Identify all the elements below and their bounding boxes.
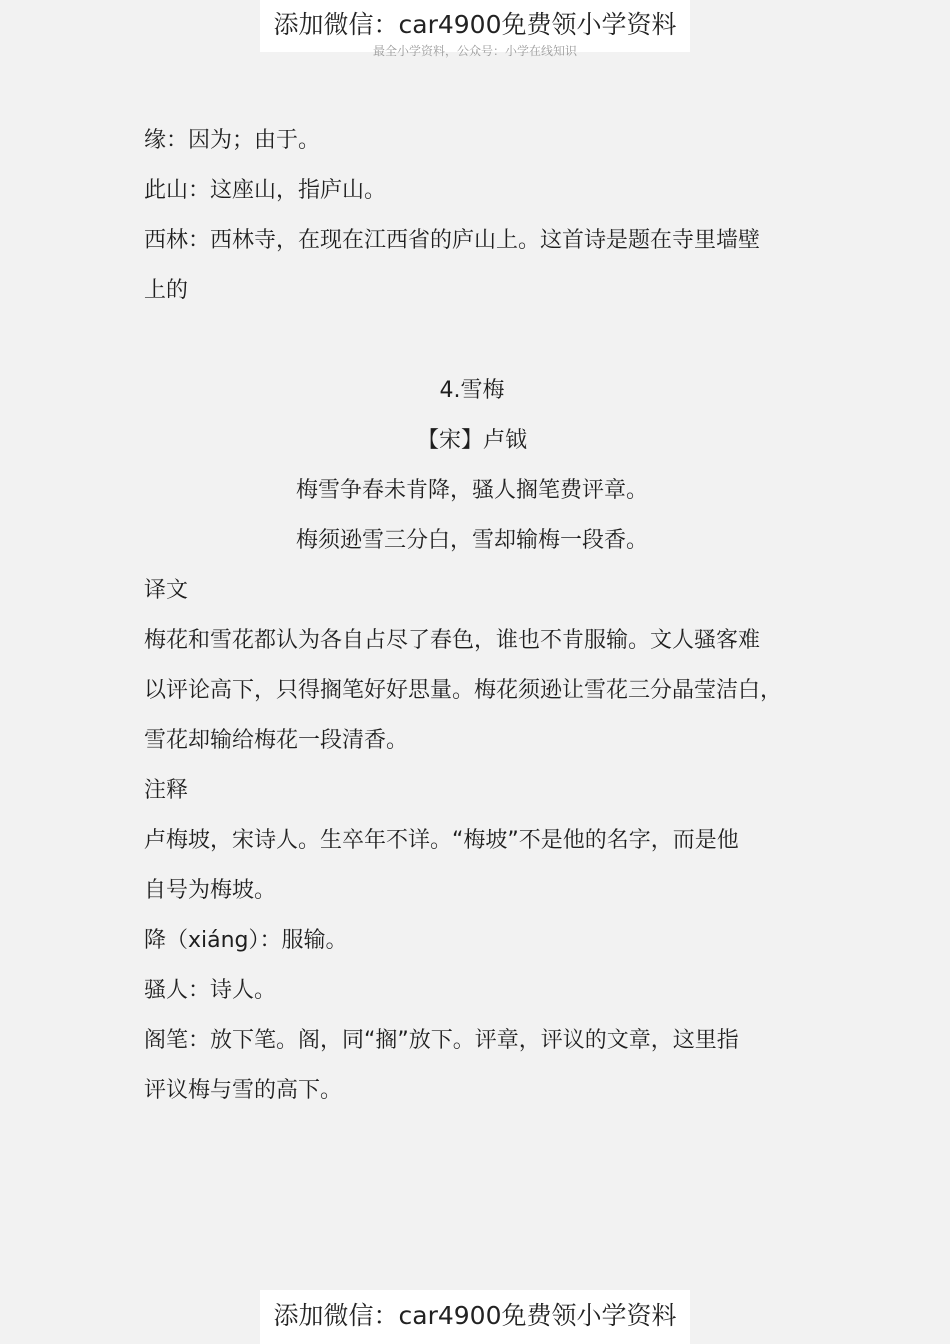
translation-line: 梅花和雪花都认为各自占尽了春色，谁也不肯服输。文人骚客难 [144, 628, 761, 653]
note-line: 此山：这座山，指庐山。 [144, 178, 387, 203]
note-line: 自号为梅坡。 [144, 878, 277, 903]
note-line: 降（xiáng）：服输。 [144, 928, 348, 953]
notes-heading: 注释 [144, 778, 189, 803]
document-body [144, 116, 824, 1116]
note-line: 卢梅坡，宋诗人。生卒年不详。“梅坡”不是他的名字，而是他 [144, 828, 739, 853]
spacer [144, 316, 824, 366]
poem-author: 【宋】卢钺 [416, 428, 527, 453]
watermark-banner-text: 添加微信：car4900免费领小学资料 [273, 1301, 677, 1330]
translation-line: 雪花却输给梅花一段清香。 [144, 728, 409, 753]
note-line: 西林：西林寺，在现在江西省的庐山上。这首诗是题在寺里墙壁 [144, 228, 761, 253]
watermark-banner-bottom [260, 1290, 690, 1344]
note-line: 缘：因为；由于。 [144, 128, 321, 153]
poem-line: 梅须逊雪三分白，雪却输梅一段香。 [295, 528, 648, 553]
note-line: 骚人：诗人。 [144, 978, 277, 1003]
poem-title: 4.雪梅 [439, 378, 505, 403]
translation-line: 以评论高下，只得搁笔好好思量。梅花须逊让雪花三分晶莹洁白， [144, 678, 783, 703]
note-line: 阁笔：放下笔。阁，同“搁”放下。评章，评议的文章，这里指 [144, 1028, 739, 1053]
poem-line: 梅雪争春未肯降，骚人搁笔费评章。 [295, 478, 648, 503]
translation-heading: 译文 [144, 578, 189, 603]
note-line: 上的 [144, 278, 189, 303]
watermark-banner-text: 添加微信：car4900免费领小学资料 [273, 10, 677, 39]
note-line: 评议梅与雪的高下。 [144, 1078, 343, 1103]
watermark-faint-text: 最全小学资料，公众号：小学在线知识 [372, 44, 577, 58]
